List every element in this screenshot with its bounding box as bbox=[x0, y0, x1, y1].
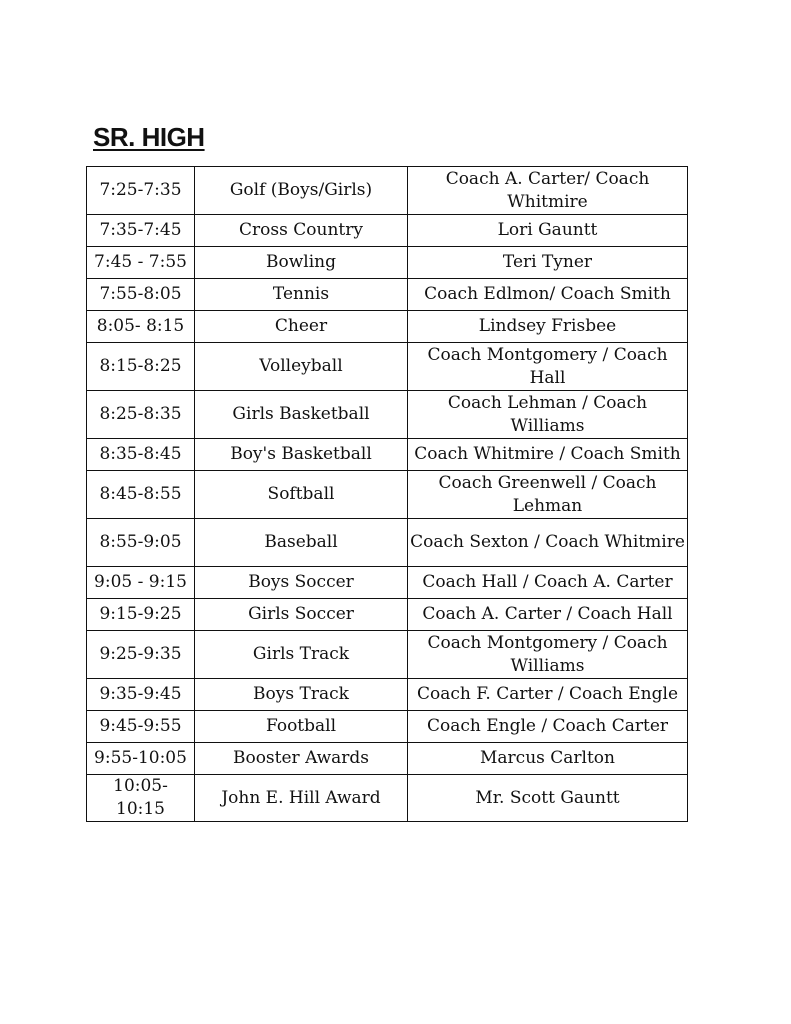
table-row bbox=[87, 711, 688, 743]
table-row bbox=[87, 311, 688, 343]
time-cell: 9:55-10:05 bbox=[87, 743, 195, 775]
sport-cell: John E. Hill Award bbox=[195, 775, 408, 822]
coach-cell: Coach Edlmon/ Coach Smith bbox=[408, 279, 688, 311]
time-cell: 9:15-9:25 bbox=[87, 599, 195, 631]
time-cell: 9:25-9:35 bbox=[87, 631, 195, 679]
sport-cell: Football bbox=[195, 711, 408, 743]
time-cell: 7:45 - 7:55 bbox=[87, 247, 195, 279]
time-cell: 7:55-8:05 bbox=[87, 279, 195, 311]
sport-cell: Boy's Basketball bbox=[195, 439, 408, 471]
table-row bbox=[87, 567, 688, 599]
time-cell: 8:25-8:35 bbox=[87, 391, 195, 439]
table-row bbox=[87, 519, 688, 567]
coach-cell: Coach Hall / Coach A. Carter bbox=[408, 567, 688, 599]
coach-cell: Coach F. Carter / Coach Engle bbox=[408, 679, 688, 711]
coach-cell: Coach A. Carter / Coach Hall bbox=[408, 599, 688, 631]
table-row bbox=[87, 343, 688, 391]
time-cell: 8:05- 8:15 bbox=[87, 311, 195, 343]
coach-cell: Coach Montgomery / Coach Hall bbox=[408, 343, 688, 391]
time-cell: 7:25-7:35 bbox=[87, 167, 195, 215]
coach-cell: Coach Sexton / Coach Whitmire bbox=[408, 519, 688, 567]
time-cell: 9:05 - 9:15 bbox=[87, 567, 195, 599]
time-cell: 9:45-9:55 bbox=[87, 711, 195, 743]
table-row bbox=[87, 775, 688, 822]
sport-cell: Girls Track bbox=[195, 631, 408, 679]
coach-cell: Lori Gauntt bbox=[408, 215, 688, 247]
sport-cell: Booster Awards bbox=[195, 743, 408, 775]
sport-cell: Girls Soccer bbox=[195, 599, 408, 631]
table-row bbox=[87, 167, 688, 215]
time-cell: 7:35-7:45 bbox=[87, 215, 195, 247]
table-row bbox=[87, 215, 688, 247]
schedule-body bbox=[87, 167, 688, 822]
sport-cell: Softball bbox=[195, 471, 408, 519]
sport-cell: Cross Country bbox=[195, 215, 408, 247]
table-row bbox=[87, 679, 688, 711]
time-cell: 10:05-10:15 bbox=[87, 775, 195, 822]
sport-cell: Baseball bbox=[195, 519, 408, 567]
coach-cell: Coach Montgomery / Coach Williams bbox=[408, 631, 688, 679]
coach-cell: Mr. Scott Gauntt bbox=[408, 775, 688, 822]
table-row bbox=[87, 631, 688, 679]
time-cell: 9:35-9:45 bbox=[87, 679, 195, 711]
time-cell: 8:35-8:45 bbox=[87, 439, 195, 471]
sport-cell: Golf (Boys/Girls) bbox=[195, 167, 408, 215]
sport-cell: Boys Track bbox=[195, 679, 408, 711]
coach-cell: Coach Whitmire / Coach Smith bbox=[408, 439, 688, 471]
table-row bbox=[87, 391, 688, 439]
time-cell: 8:15-8:25 bbox=[87, 343, 195, 391]
coach-cell: Coach Lehman / Coach Williams bbox=[408, 391, 688, 439]
sport-cell: Boys Soccer bbox=[195, 567, 408, 599]
sport-cell: Cheer bbox=[195, 311, 408, 343]
sport-cell: Tennis bbox=[195, 279, 408, 311]
coach-cell: Coach Greenwell / Coach Lehman bbox=[408, 471, 688, 519]
table-row bbox=[87, 247, 688, 279]
sport-cell: Bowling bbox=[195, 247, 408, 279]
table-row bbox=[87, 279, 688, 311]
table-row bbox=[87, 599, 688, 631]
time-cell: 8:55-9:05 bbox=[87, 519, 195, 567]
schedule-table bbox=[86, 166, 688, 822]
coach-cell: Coach Engle / Coach Carter bbox=[408, 711, 688, 743]
table-row bbox=[87, 439, 688, 471]
table-row bbox=[87, 471, 688, 519]
coach-cell: Teri Tyner bbox=[408, 247, 688, 279]
coach-cell: Marcus Carlton bbox=[408, 743, 688, 775]
page-title: SR. HIGH bbox=[93, 122, 205, 152]
coach-cell: Coach A. Carter/ Coach Whitmire bbox=[408, 167, 688, 215]
coach-cell: Lindsey Frisbee bbox=[408, 311, 688, 343]
time-cell: 8:45-8:55 bbox=[87, 471, 195, 519]
sport-cell: Girls Basketball bbox=[195, 391, 408, 439]
table-row bbox=[87, 743, 688, 775]
sport-cell: Volleyball bbox=[195, 343, 408, 391]
